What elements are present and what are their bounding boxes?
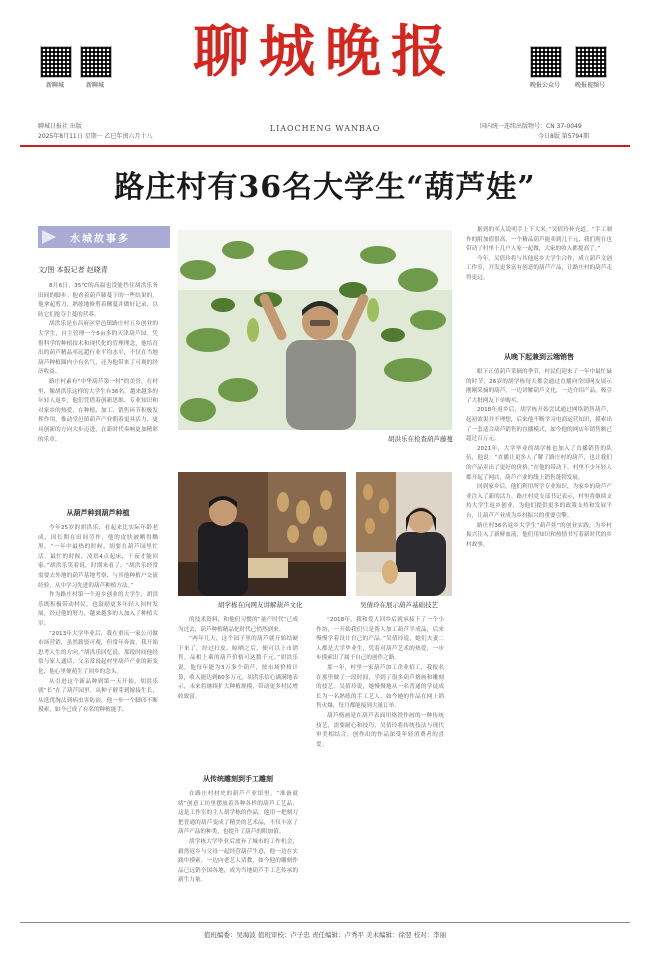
paragraph: 2021年，大学毕业的胡学栋也加入了直播销售的队伍，他说：“直播让更多人了解了路庄村的葫芦，也让我们的产品卖出了更好的价格。”在他的带动下，村里不少年轻人都开起了网店，葫芦产业的线上销售蓬勃发展。 (466, 445, 612, 481)
paragraph: 8月6日，35℃的高温也没能挡住胡洪乐务田间的脚步。他看着葫芦藤蔓下的一些结果的，他拿起剪刀，熟练地修剪着侧蔓并做好记录，以防它们抢夺主蔓的营养。 (38, 283, 158, 318)
qr-code-icon[interactable] (530, 46, 562, 78)
issn-line: 国内统一连续出版物号：CN 37-0049 (480, 123, 582, 130)
qr-caption: 晚报视频号 (574, 82, 605, 89)
masthead-rule (20, 145, 630, 147)
headline: 路庄村有36名大学生“葫芦娃” (114, 170, 536, 205)
qr-caption: 晚报公众号 (529, 82, 560, 89)
section-heading: 从葫芦种到葫芦种植 (66, 509, 130, 517)
article-column-2 (178, 616, 298, 770)
paragraph: 胡学栋大学毕业后放弃了城市的工作机会，毅然返乡与父母一起经营葫芦生意，他一边在实践中摸索，一边向老艺人请教，如今他的雕刻作品已远销全国各地，成为当地葫芦手工艺传承的新生力量。 (178, 838, 298, 884)
qr-code-icon[interactable] (40, 46, 72, 78)
article-column-4b (466, 368, 612, 906)
issue-line: 今日8版 第5794期 (538, 133, 589, 140)
paragraph: 路庄村素有“中华葫芦第一村”的美誉，在村里，像胡洪乐这样的大学生有36名。越来越多的年轻人返乡，他们凭借着创新思维、专业知识和对家乡的热爱，在种植、加工、销售环节积极发挥作用，推动堂邑镇葫芦产业朝着更具活力、更具创新的方向大步迈进，在新时代奏响更加精彩的乐章。 (38, 378, 158, 443)
article-column-4 (466, 226, 612, 346)
qr-caption: 新聊城 (45, 82, 64, 89)
paragraph: 那一年，村里一家葫芦加工企业招工，我报名在那里做了一段时间，学到了很多葫芦烙画和雕刻的技艺。吴倩玲说，她慢慢地从一名普通的学徒成长为一名熟练的手工艺人，如今她的作品在网上销售火爆，每月都能接到大量订单。 (316, 664, 444, 710)
article-column-1 (38, 282, 158, 500)
paragraph: 今年25岁的胡洪乐，看起来比实际年龄老成，因长期在田间劳作，他的皮肤被晒得黝黑。“一年中最热的时候，胡要在葫芦园里忙活，最忙的时候，凌晨4点起床，干夜才能回家。”胡洪乐笑着说，时期来看了，“胡洪乐经常需要去外地的葫芦基地考察，与其他种植户交流经验，从中学习先进的葫芦种植方法。” (38, 525, 158, 589)
article-column-2b (178, 790, 298, 906)
paragraph: 在路庄村村史的葫芦产业馆里，“准备就绪”创意工坊里摆放着各种各样的葫芦工艺品，这是工作室的主人胡学栋的作品，他用一把刻刀把普通的葫芦变成了精美的艺术品，不仅丰富了葫芦产品的种类，也提升了葫芦的附加值。 (178, 791, 298, 836)
photo-left (178, 472, 346, 596)
paragraph: 的技术资料，和他们习惯的“量产时代”已成为过去，葫芦种植精品化时代已悄然到来。 (178, 617, 298, 633)
paragraph: 今年，吴倩玲将与其他返乡大学生合作，成立葫芦文创工作室，开发更多富有创意的葫芦产品，让路庄村的葫芦走得更远。 (466, 255, 612, 281)
footer-rule (20, 922, 630, 923)
masthead-title: 聊城晚报 (193, 19, 457, 85)
play-triangle-icon (42, 230, 56, 244)
paragraph: 据到的买人说明手上下大米。”吴倩玲补充道，“手工制作的附加值很高，一个精品葫芦能卖到几千元，我们现在也带动了村里十几户人家一起做，大家的收入都提高了。” (466, 227, 612, 253)
paragraph: 路庄村36名返乡大学生“葫芦娃”的创业实践，为乡村振兴注入了新鲜血液，他们用知识和热情书写着新时代的乡村故事。 (466, 522, 612, 548)
photo-left-caption: 胡学栋在向网友讲解葫芦文化 (218, 601, 303, 609)
paragraph: 眼下正值葫芦采摘的季节，村民们迎来了一年中最忙碌的时节，26岁的胡学栋每天都会通过直播向全国网友展示刚刚采摘的葫芦，一边讲解葫芦文化，一边介绍产品，吸引了大批网友下单购买。 (466, 369, 612, 404)
paragraph: 2018年返乡后，胡学栋开始尝试通过网络销售葫芦，起初效果并不理想，后来他不断学习电商运营知识，摸索出了一套适合葫芦销售的直播模式，如今他的网店年销售额已超过百万元。 (466, 407, 612, 443)
qr-code-icon[interactable] (80, 46, 112, 78)
photo-right (356, 472, 452, 596)
craft-scene (356, 472, 452, 596)
paragraph: 葫芦烙画是在葫芦表面用烙铁作画的一种传统技艺，需要耐心和技巧，吴倩玲将传统技法与现代审美相结合，创作出的作品深受年轻消费者的喜爱。 (316, 712, 444, 748)
paragraph: 回到家乡后，他们利用所学专业知识，为家乡的葫芦产业注入了新的活力。路庄村党支部书记表示，村里将继续支持大学生返乡创业，为他们提供更多的政策支持和发展平台，让葫芦产业成为乡村振兴的重要引擎。 (466, 484, 612, 519)
article-column-1b (38, 524, 158, 906)
main-photo (178, 230, 452, 430)
qr-caption: 新聊城 (85, 82, 104, 89)
masthead-pinyin: LIAOCHENG WANBAO (269, 124, 381, 133)
paragraph: 作为路庄村第一个返乡创业的大学生，胡洪乐既积极带动村民，也鼓励更多年轻人回村发展，经过他的努力，越来越多的人加入了种植大军。 (38, 592, 158, 627)
article-column-3 (316, 616, 444, 906)
gourd-vine-scene (178, 230, 452, 430)
paragraph: “2013年大学毕业后，我在重庆一家公司做市场营销，虽然薪资可观，但常年奔波，我开始思考人生的方向。”胡洪乐回忆说，那段时间他经常与家人通话，父亲常说起村里葫芦产业的新变化，他心里便萌生了回乡的念头。 (38, 630, 158, 675)
byline: 文/图 本报记者 赵晓青 (38, 266, 108, 274)
qr-code-icon[interactable] (575, 46, 607, 78)
paragraph: “2018年，我和爱人回乡后就承接下了一个小作坊，一开始我们只是帮人加工葫芦半成品，后来慢慢学着设计自己的产品。”吴倩玲说，她们夫妻二人都是大学毕业生，凭着对葫芦艺术的热爱，一步步摸索出了属于自己的创作之路。 (316, 617, 444, 662)
section-heading: 从传统雕刻到手工雕刻 (203, 775, 273, 783)
section-heading: 从晚下起兼到云端销售 (504, 353, 574, 361)
paragraph: 从引进这个新品种到第一天开始，胡洪乐就“长”在了葫芦园里。从种子催芽到嫁接生长，从选优淘汰到病虫害防治，他一步一个脚印不断摸索，如今已成了有名的种植能手。 (38, 678, 158, 714)
workshop-scene (178, 472, 346, 596)
photo-right-caption: 吴倩玲在展示葫芦基础技艺 (360, 601, 438, 609)
paragraph: 胡洪乐是东昌府区堂邑镇路庄村五乡创业的大学生，自主管理一个5亩多的天津葫芦园。凭借科学的种植技术和现代化的管理理念，他培育出的葫芦精品率远超行业平均水平，不仅在当地葫芦种植圈内小有名气，还为他带来了可观的经济收益。 (38, 321, 158, 376)
paragraph: “两年几天，这个园子里的葫芦就开始结硬下来了，经过打皮、晾晒之后，便可以上市销售，品相上乘的葫芦价格可达数千元。”胡洪乐说，他每年能为3万多个葫芦，按市场价格计算，收入能达到60多万元。胡洪乐信心满满地表示，未来将继续扩大种植规模，带动更多村民增收致富。 (178, 636, 298, 700)
column-banner-label: 水城故事多 (70, 234, 130, 245)
main-photo-caption: 胡洪乐在检查葫芦藤蔓 (388, 435, 453, 443)
column-banner (38, 226, 170, 248)
editor-credits: 值班编委：吴海波 值班审校：卢子忠 责任编辑：卢秀平 美术编辑：徐翌 校对：李丽 (203, 931, 447, 939)
publisher-line: 聊城日报社 出版 (38, 123, 82, 130)
date-line: 2025年8月11日 星期一 乙巳年闰六月十八 (38, 133, 153, 140)
